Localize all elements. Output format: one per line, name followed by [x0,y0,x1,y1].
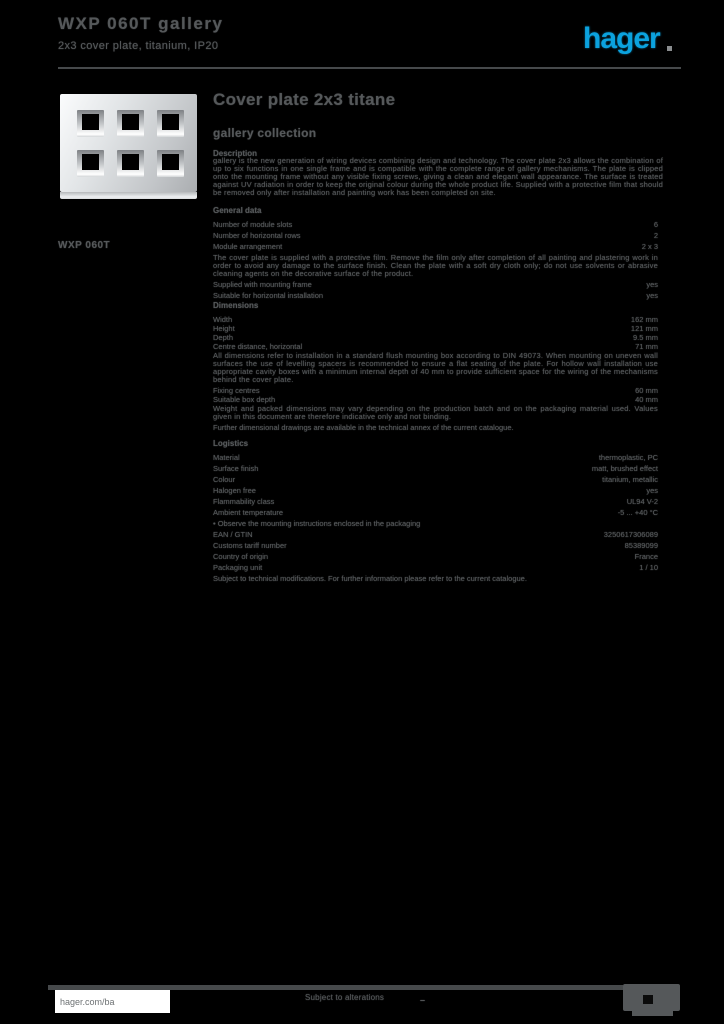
table-row [213,396,658,403]
row-value: 9.5 mm [632,333,658,342]
table-row [213,387,658,394]
footer-link-box [55,990,170,1013]
row-label: Surface finish [213,464,259,473]
page-title: Cover plate 2x3 titane [213,90,396,109]
row-value: 6 [653,220,658,229]
row-label: Width [213,315,233,324]
row-value: 2 x 3 [641,242,658,251]
table-row [213,498,658,505]
row-label: Flammability class [213,497,275,506]
section-general-data [213,207,658,303]
row-label: Halogen free [213,486,256,495]
row-value: yes [646,486,658,495]
table-row [213,325,658,332]
row-label: Suitable box depth [213,395,276,404]
table-row [213,281,658,288]
footer-site-link[interactable]: hager.com/ba [60,996,115,1007]
row-label: Country of origin [213,552,269,561]
table-row [213,465,658,472]
row-label: Centre distance, horizontal [213,342,303,351]
row-value: 85389099 [624,541,658,550]
plate-aperture [157,150,184,177]
table-row [213,564,658,571]
hager-logo: hager [583,22,660,55]
plate-aperture [117,110,144,137]
row-label: Packaging unit [213,563,263,572]
row-value: thermoplastic, PC [598,453,658,462]
row-value: matt, brushed effect [591,464,658,473]
table-row [213,292,658,299]
header-product-ref: WXP 060T gallery [58,14,224,33]
footer-badge-hole [643,995,653,1004]
row-label: Supplied with mounting frame [213,280,312,289]
row-label: Number of horizontal rows [213,231,301,240]
footer-note: Subject to alterations [305,993,385,1002]
row-label: Depth [213,333,234,342]
table-row [213,243,658,250]
row-value: 2 [653,231,658,240]
row-label: Module arrangement [213,242,283,251]
row-value: 3250617306089 [603,530,658,539]
section-title: General data [213,206,262,215]
section-note: Further dimensional drawings are available in the technical annex of the current catalogue. [213,423,514,432]
hager-logo-dot-icon [667,46,672,51]
section-paragraph: All dimensions refer to installation in a standard flush mounting box according to DIN 49073. When mounting on uneven wall surfaces the use of levelling spacers is recommended to ensure a flat seating of the plate. For hollow wall installation use appropriate cavity boxes with a minimum internal depth of 40 mm to provide sufficient space for the wiring of the mechanisms behind the cover plate. [213,351,658,384]
footer-badge [623,984,680,1011]
row-value: 121 mm [630,324,658,333]
row-label: Colour [213,475,236,484]
product-image-cover-plate [60,94,197,192]
header-rule [58,67,681,69]
row-value: titanium, metallic [602,475,658,484]
row-value: 1 / 10 [639,563,658,572]
section-logistics [213,440,658,583]
header-product-subline: 2x3 cover plate, titanium, IP20 [58,40,219,52]
table-row [213,454,658,461]
table-row [213,509,658,516]
bullet-note: • Observe the mounting instructions enclosed in the packaging [213,519,421,528]
row-value: France [634,552,658,561]
row-value: 60 mm [635,386,658,395]
description-paragraph: gallery is the new generation of wiring devices combining design and technology. The cover plate 2x3 allows the combination of up to six functions in one single frame and is compatible with the complete range of gallery mechanisms. The plate is clipped onto the mounting frame without any visible fixing screws, giving a clean and elegant wall appearance. The surface is treated against UV radiation in order to keep the original colour during the whole product life. Supplied with a protective film that should be removed only after installation and painting work has been completed on site. [213,156,663,197]
section-title: Dimensions [213,301,259,310]
table-row [213,232,658,239]
row-label: Suitable for horizontal installation [213,291,324,300]
plate-aperture [117,150,144,177]
section-note: Subject to technical modifications. For further information please refer to the current catalogue. [213,574,527,583]
plate-aperture [77,110,104,137]
row-label: Customs tariff number [213,541,287,550]
row-label: Ambient temperature [213,508,284,517]
section-paragraph: The cover plate is supplied with a protective film. Remove the film only after completion of all painting and plastering work in order to avoid any damage to the surface finish. Clean the plate with a soft dry cloth only; do not use solvents or abrasive cleaning agents on the decorative surface of the product. [213,253,658,278]
table-row [213,531,658,538]
row-value: 40 mm [635,395,658,404]
plate-aperture [157,110,184,137]
table-row [213,487,658,494]
table-row [213,343,658,350]
row-value: yes [646,291,658,300]
row-label: Fixing centres [213,386,260,395]
section-paragraph: Weight and packed dimensions may vary depending on the production batch and on the packaging material used. Values given in this document are therefore indicative only and not binding. [213,404,658,421]
section-dimensions [213,302,658,432]
footer-badge-bar [632,1011,673,1016]
row-value: -5 ... +40 °C [617,508,658,517]
row-value: yes [646,280,658,289]
section-title: Logistics [213,439,249,448]
table-row [213,221,658,228]
row-label: Number of module slots [213,220,293,229]
footer-dash: – [420,995,426,1005]
table-row [213,316,658,323]
table-row [213,542,658,549]
description-label: Description [213,149,258,158]
row-label: Material [213,453,240,462]
page-subtitle: gallery collection [213,126,317,140]
row-label: EAN / GTIN [213,530,253,539]
table-row [213,553,658,560]
product-image-plate-edge [60,192,197,199]
row-value: 71 mm [635,342,658,351]
table-row [213,334,658,341]
row-value: UL94 V-2 [626,497,658,506]
plate-aperture [77,150,104,177]
table-row [213,476,658,483]
row-value: 162 mm [630,315,658,324]
row-label: Height [213,324,235,333]
product-ref-label: WXP 060T [58,240,111,251]
